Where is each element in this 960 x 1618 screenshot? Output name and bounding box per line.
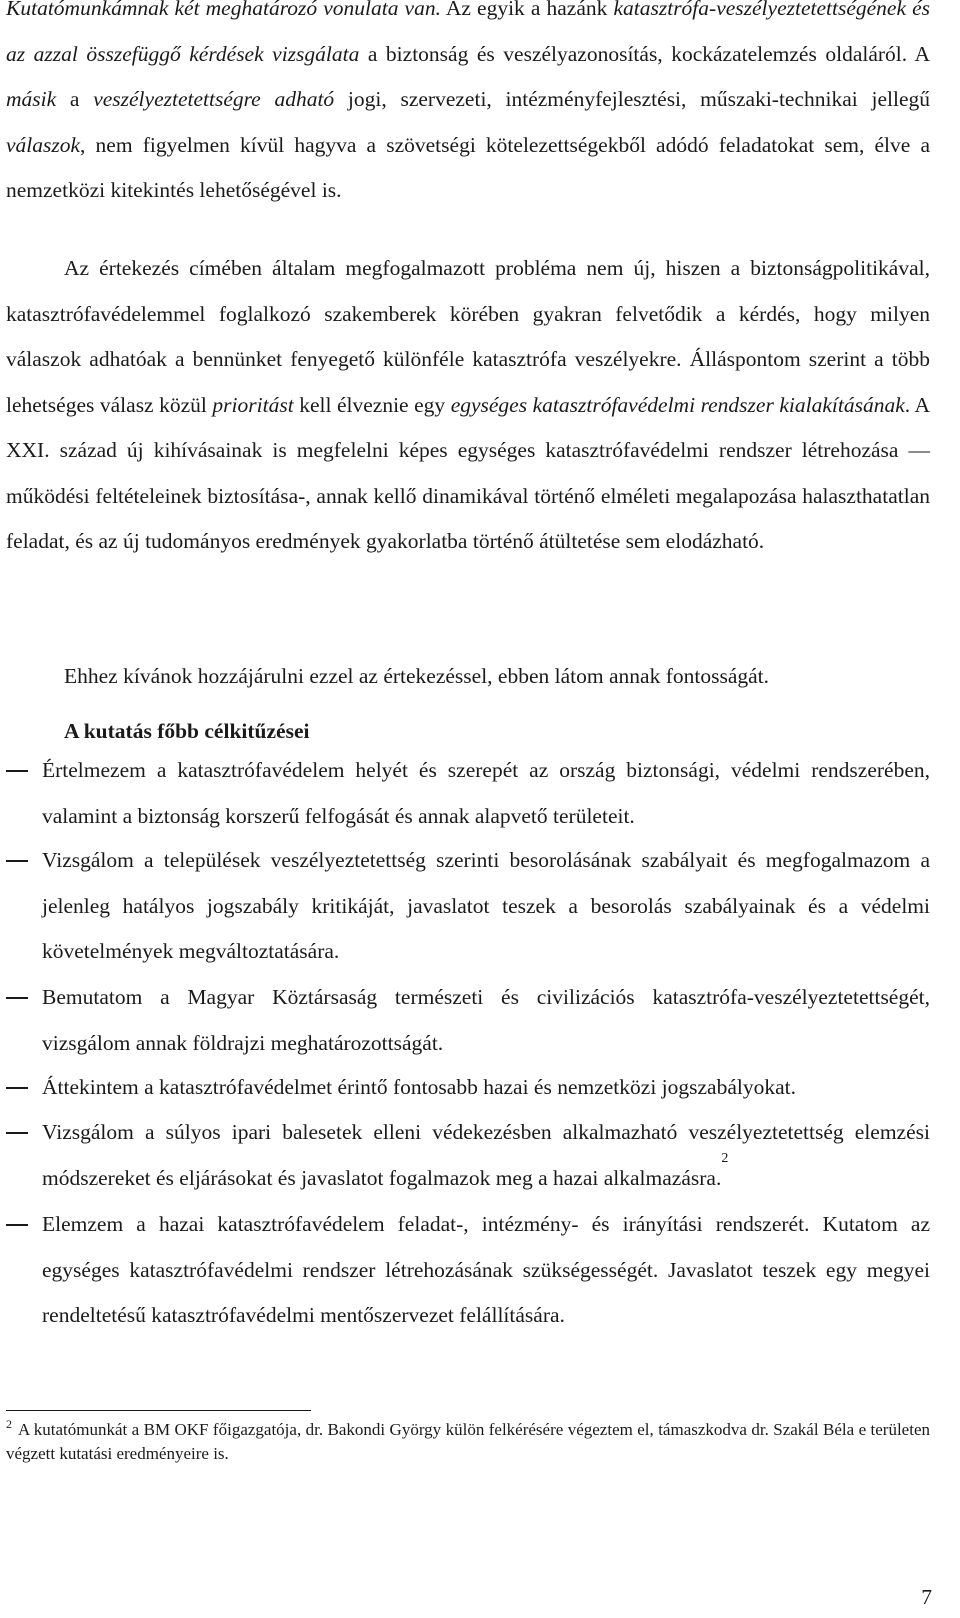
intro-paragraph	[6, 0, 930, 214]
text-span: jogi, szervezeti, intézményfejlesztési, műszaki-technikai jellegű	[334, 87, 930, 111]
problem-paragraph	[6, 246, 930, 565]
text-span: prioritást	[212, 392, 294, 417]
text-span: a biztonság és veszélyazonosítás, kockázatelemzés oldaláról. A	[359, 41, 930, 66]
dash-bullet-icon	[6, 1224, 28, 1226]
dash-bullet-icon	[6, 770, 28, 772]
text-span: katasztrófa-veszélyeztetettségének és az azzal összefüggő kérdések vizsgálata	[6, 0, 930, 66]
footnote-reference[interactable]: 2	[721, 1150, 729, 1166]
footnote-text: A kutatómunkát a BM OKF főigazgatója, dr. Bakondi György külön felkérésére végeztem el, támaszkodva dr. Szakál Béla e területen végzett kutatási eredményeire is.	[6, 1420, 930, 1463]
footnote	[6, 1418, 930, 1466]
text-span: Az egyik a hazánk	[440, 0, 614, 20]
text-span: , nem figyelmen kívül hagyva a szövetségi kötelezettségekből adódó feladatokat sem, élve a nemzetközi kitekintés lehetőségével is.	[6, 132, 930, 202]
objective-text-with-footnote	[42, 1110, 930, 1201]
text-span: egységes katasztrófavédelmi rendszer kialakításának	[450, 392, 905, 417]
objective-text: Bemutatom a Magyar Köztársaság természeti és civilizációs katasztrófa-veszélyeztetettségét, vizsgálom annak földrajzi meghatározottságát.	[42, 985, 930, 1055]
objective-text: Vizsgálom a súlyos ipari balesetek elleni védekezésben alkalmazható veszélyeztetettség elemzési módszereket és eljárásokat és javaslatot fogalmazok meg a hazai alkalmazásra.	[42, 1120, 930, 1190]
objective-item	[6, 1110, 930, 1201]
text-span: . A XXI. század új kihívásainak is megfelelni képes egységes katasztrófavédelmi rendszer létrehozása — működési feltételeinek biztosítása-, annak kellő dinamikával történő elméleti megalapozása halaszthatatlan feladat, és az új tudományos eredmények gyakorlatba történő átültetése sem elodázható.	[6, 392, 930, 553]
objective-item	[6, 838, 930, 975]
text-span: veszélyeztetettségre adható	[93, 87, 335, 111]
objective-item	[6, 975, 930, 1066]
dash-bullet-icon	[6, 997, 28, 999]
text-span: Az értekezés címében általam megfogalmazott probléma nem új, hiszen a biztonságpolitikával, katasztrófavédelemmel foglalkozó szakemberek körében gyakran felvetődik a kérdés, hogy milyen válaszok adhatóak a bennünket fenyegető különféle katasztrófa veszélyekre. Álláspontom szerint a több lehetséges válasz közül	[6, 256, 930, 417]
contribution-paragraph: Ehhez kívánok hozzájárulni ezzel az értekezéssel, ebben látom annak fontosságát.	[64, 664, 769, 688]
objective-text: Vizsgálom a települések veszélyeztetettség szerinti besorolásának szabályait és megfogalmazom a jelenleg hatályos jogszabály kritikáját, javaslatot teszek a besorolás szabályainak és a védelmi követelmények megváltoztatására.	[42, 848, 930, 963]
dash-bullet-icon	[6, 1132, 28, 1134]
dash-bullet-icon	[6, 1087, 28, 1089]
footnote-mark: 2	[6, 1417, 12, 1431]
objective-text: Áttekintem a katasztrófavédelmet érintő fontosabb hazai és nemzetközi jogszabályokat.	[42, 1075, 797, 1099]
text-span: válaszok	[6, 132, 81, 157]
section-heading: A kutatás főbb célkitűzései	[64, 719, 310, 743]
dash-bullet-icon	[6, 860, 28, 862]
footnote-separator	[6, 1410, 311, 1411]
text-span: másik	[6, 87, 57, 111]
objective-item	[6, 1202, 930, 1339]
objective-text: Elemzem a hazai katasztrófavédelem feladat-, intézmény- és irányítási rendszerét. Kutatom az egységes katasztrófavédelmi rendszer létrehozásának szükségességét. Javaslatot teszek egy megyei rendeltetésű katasztrófavédelmi mentőszervezet felállítására.	[42, 1212, 930, 1327]
text-span: a	[56, 87, 94, 111]
objective-text: Értelmezem a katasztrófavédelem helyét és szerepét az ország biztonsági, védelmi rendszerében, valamint a biztonság korszerű felfogását és annak alapvető területeit.	[42, 758, 930, 828]
text-span: kell élveznie egy	[293, 392, 451, 417]
objective-item	[6, 748, 930, 839]
text-span: Kutatómunkámnak két meghatározó vonulata van.	[6, 0, 441, 20]
objective-item	[6, 1065, 930, 1111]
page-number: 7	[921, 1585, 932, 1609]
